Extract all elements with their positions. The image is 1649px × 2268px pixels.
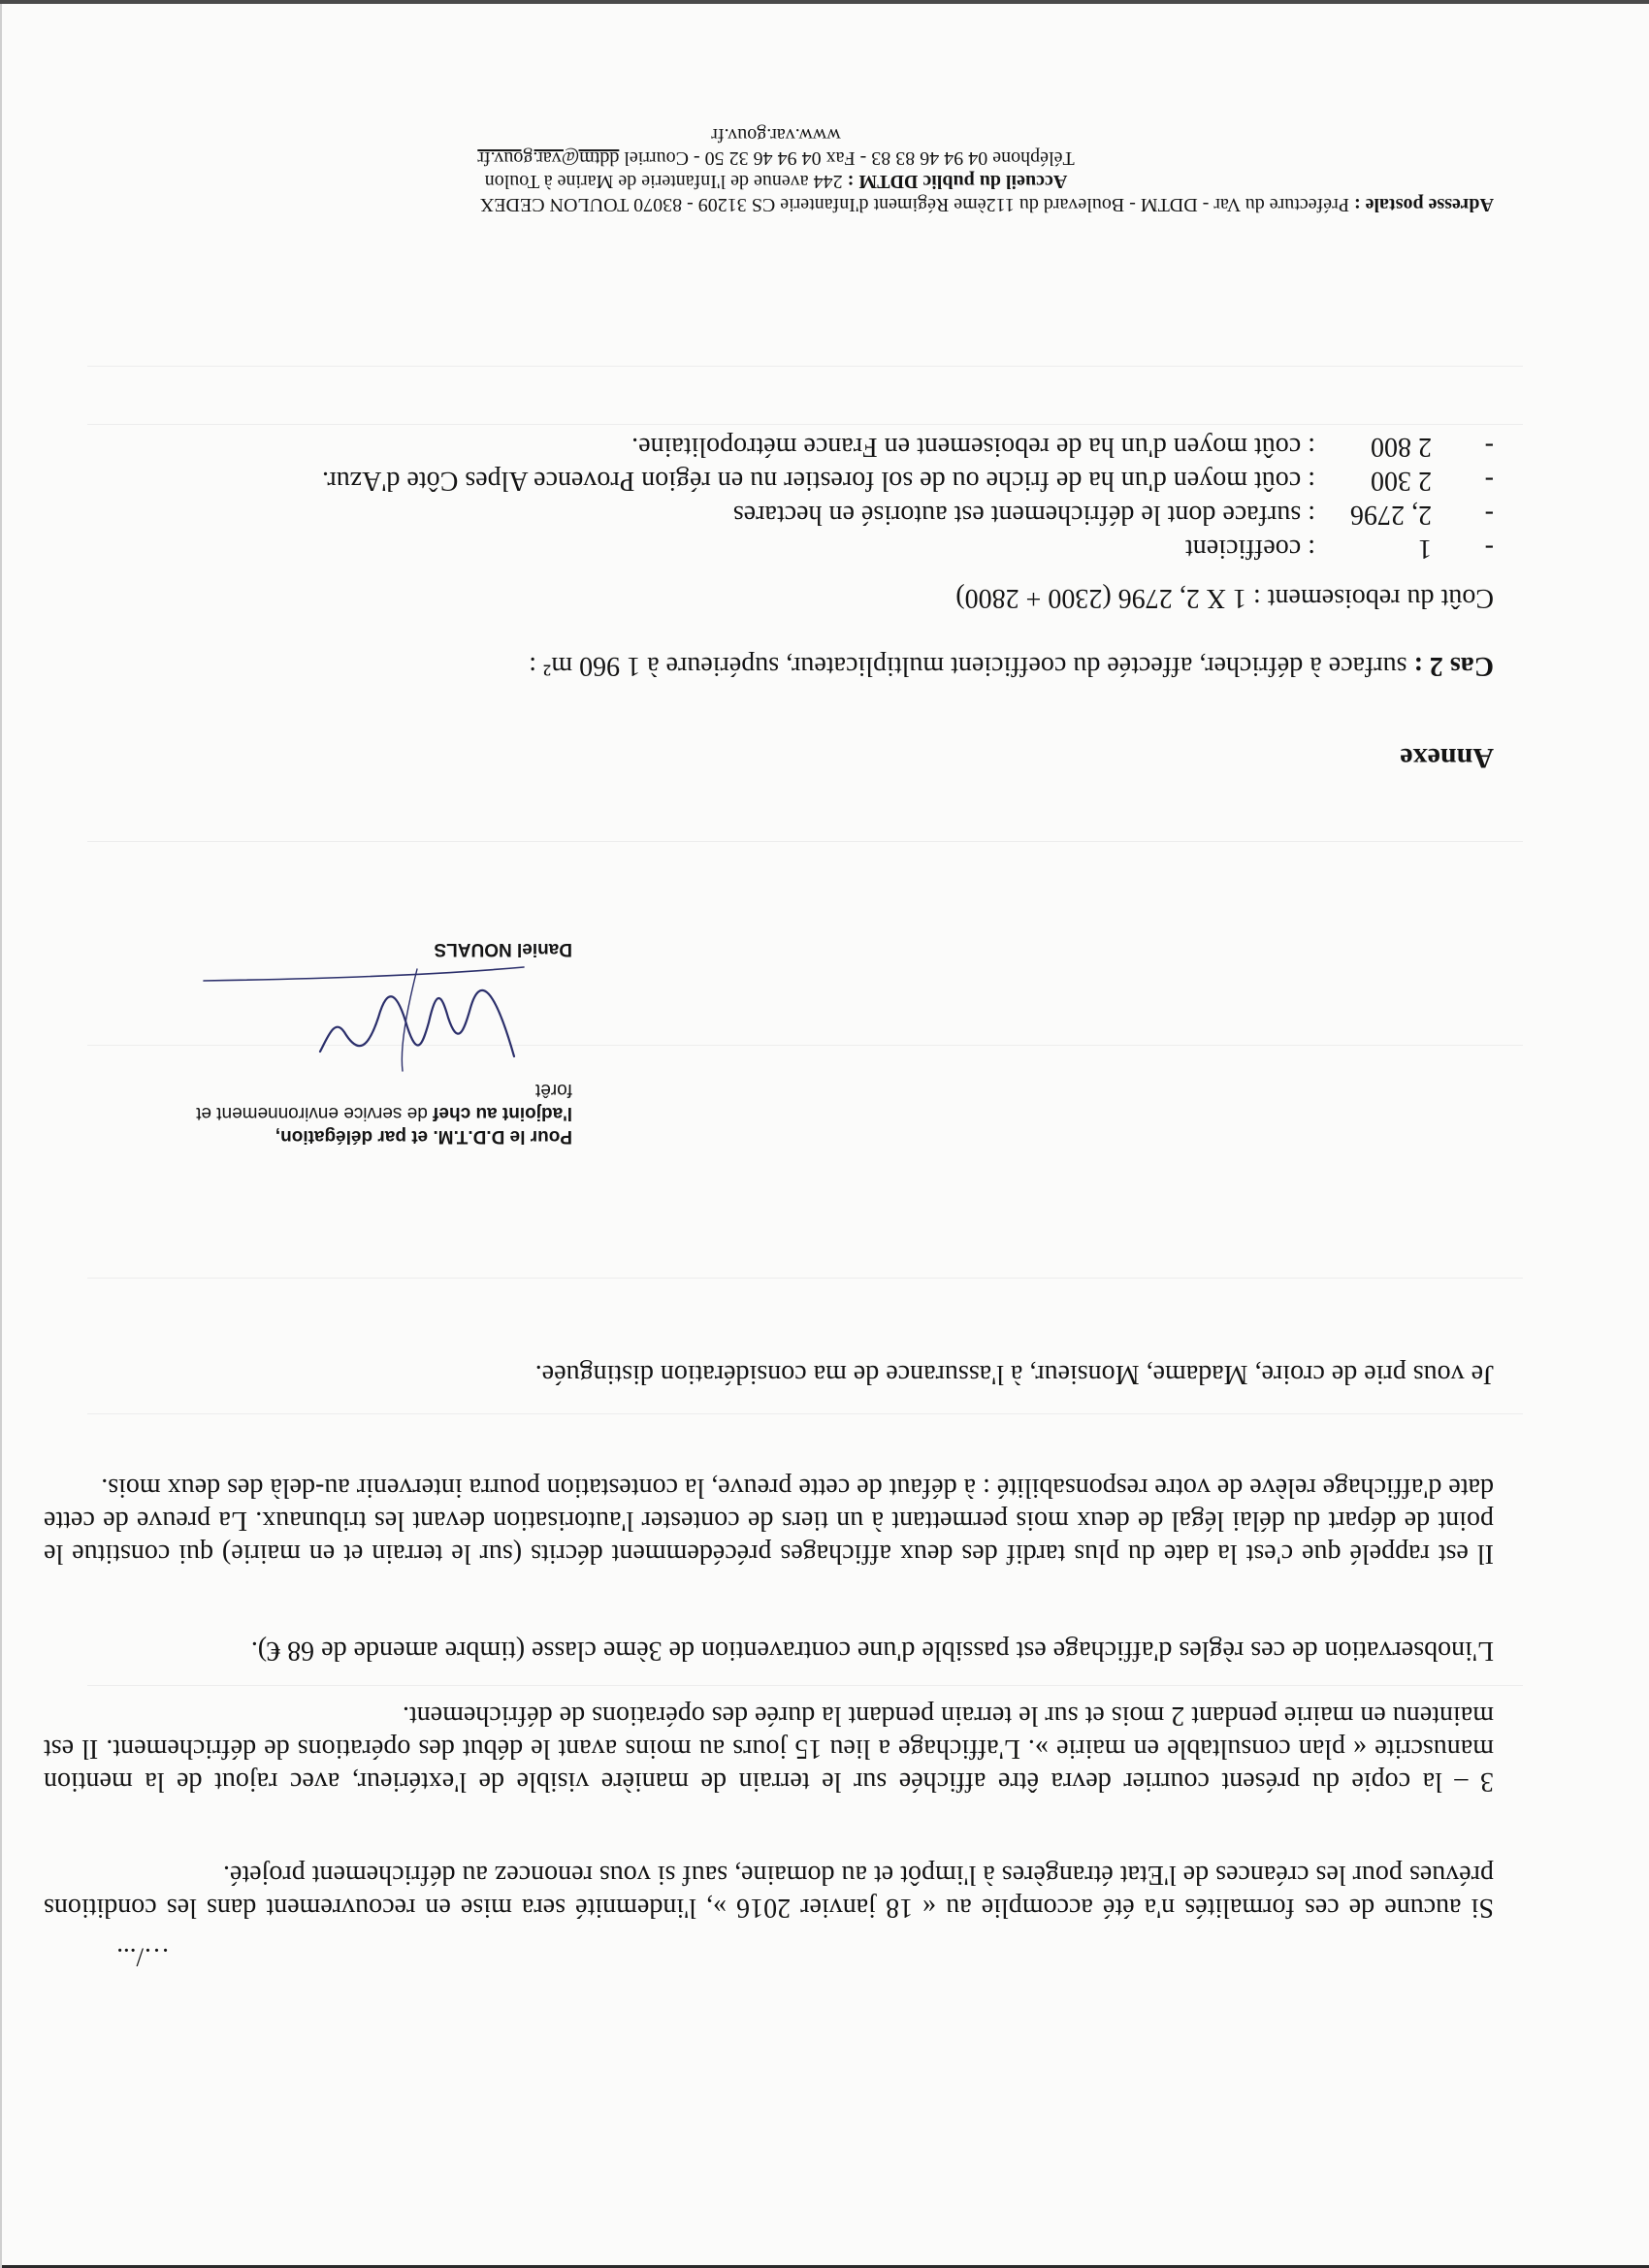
paragraph-formalities bbox=[44, 1858, 1494, 1924]
signature-role-rest: de service environnement et forêt bbox=[196, 1080, 572, 1123]
term-description: : coût moyen d'un ha de friche ou de sol forestier nu en région Provence Alpes Côte d'Azur. bbox=[321, 466, 1315, 496]
paragraph-text: 3 – la copie du présent courrier devra être affichée sur le terrain de manière visible de l'extérieur, avec rajout de la mention manuscrite « plan consultable en mairie ». L'affichage a lieu 15 jours au moins avant le début des opérations de défrichement. Il est maintenu en mairie pendant 2 mois et sur le terrain pendant la durée des opérations de défrichement. bbox=[44, 1701, 1494, 1797]
reforestation-cost: Coût du reboisement : 1 X 2, 2796 (2300 + 2800) bbox=[955, 583, 1494, 613]
bleed-through bbox=[87, 1413, 1523, 1414]
paragraph-text: Je vous prie de croire, Madame, Monsieur, à l'assurance de ma considération distinguée. bbox=[534, 1359, 1494, 1389]
footer-website bbox=[58, 123, 1494, 146]
footer-label: Accueil du public DDTM : bbox=[847, 171, 1068, 192]
term-value: 2 800 bbox=[1371, 432, 1432, 462]
list-item bbox=[322, 464, 1494, 498]
bleed-through bbox=[87, 841, 1523, 842]
footer-postal-address bbox=[58, 193, 1494, 216]
footer-email-link[interactable]: ddtm@var.gouv.fr bbox=[477, 147, 620, 169]
case-text: surface à défricher, affectée du coefficient multiplicateur, supérieure à 1 960 m² : bbox=[529, 651, 1414, 681]
case-label: Cas 2 : bbox=[1413, 651, 1494, 681]
term-value: 2, 2796 bbox=[1350, 500, 1432, 530]
bleed-through bbox=[87, 366, 1523, 367]
signatory-name: Daniel NOUALS bbox=[434, 939, 572, 959]
paragraph-fine bbox=[44, 1634, 1494, 1667]
term-value: 1 bbox=[1418, 534, 1432, 564]
cost-terms-list bbox=[322, 430, 1494, 566]
paragraph-posting bbox=[44, 1699, 1494, 1798]
paragraph-text: Il est rappelé que c'est la date du plus tardif des deux affichages précédemment décrits (sur le terrain et en mairie) qui constitue le point de départ du délai légal de deux mois permettant à un tiers de contester l'autorisation devant les tribunaux. La preuve de cette date d'affichage relève de votre responsabilité : à défaut de cette preuve, la contestation pourra intervenir au-delà des deux mois. bbox=[44, 1473, 1494, 1569]
list-item bbox=[322, 532, 1494, 566]
annex-title: Annexe bbox=[1400, 742, 1494, 774]
handwritten-signature bbox=[184, 959, 553, 1076]
annex-case bbox=[529, 649, 1494, 682]
signature-delegation: Pour le D.D.T.M. et par délégation, bbox=[275, 1126, 572, 1147]
term-description: : surface dont le défrichement est autorisé en hectares bbox=[732, 500, 1315, 530]
continuation-marker: …/... bbox=[116, 1943, 170, 1972]
footer-text: 244 avenue de l'Infanterie de Marine à Toulon bbox=[484, 171, 848, 192]
paragraph-closing bbox=[44, 1357, 1494, 1390]
bleed-through bbox=[87, 1685, 1523, 1686]
scan-edge bbox=[0, 0, 2, 2268]
bleed-through bbox=[87, 1278, 1523, 1279]
term-description: : coût moyen d'un ha de reboisement en France métropolitaine. bbox=[631, 432, 1315, 462]
footer-reception bbox=[58, 170, 1494, 193]
list-item bbox=[322, 498, 1494, 532]
term-value: 2 300 bbox=[1371, 466, 1432, 496]
list-dash: - bbox=[1484, 466, 1494, 496]
paragraph-deadline bbox=[44, 1471, 1494, 1570]
signature-role-bold: l'adjoint au chef bbox=[433, 1103, 572, 1123]
footer-label: Adresse postale : bbox=[1353, 194, 1494, 215]
term-description: : coefficient bbox=[1185, 534, 1315, 564]
signature-role bbox=[165, 1078, 572, 1124]
footer-contact bbox=[58, 146, 1494, 170]
list-dash: - bbox=[1484, 500, 1494, 530]
list-dash: - bbox=[1484, 534, 1494, 564]
scan-edge bbox=[0, 0, 1649, 4]
list-item bbox=[322, 430, 1494, 464]
footer-text: Préfecture du Var - DDTM - Boulevard du 112ème Régiment d'Infanterie CS 31209 - 83070 TOULON CEDEX bbox=[479, 194, 1354, 215]
paragraph-text: Si aucune de ces formalités n'a été accomplie au « 18 janvier 2016 », l'indemnité sera mise en recouvrement dans les conditions prévues pour les créances de l'Etat étrangères à l'impôt et au domaine, sauf si vous renoncez au défrichement projeté. bbox=[44, 1860, 1494, 1923]
footer-phone: Téléphone 04 94 46 83 83 - Fax 04 94 46 32 50 - Courriel bbox=[619, 147, 1075, 169]
signature-block bbox=[165, 938, 572, 1148]
list-dash: - bbox=[1484, 432, 1494, 462]
page-footer bbox=[58, 123, 1494, 216]
bleed-through bbox=[87, 424, 1523, 425]
footer-website-link[interactable]: www.var.gouv.fr bbox=[711, 124, 841, 146]
paragraph-text: L'inobservation de ces règles d'affichage est passible d'une contravention de 3ème classe (timbre amende de 68 €). bbox=[250, 1636, 1494, 1666]
